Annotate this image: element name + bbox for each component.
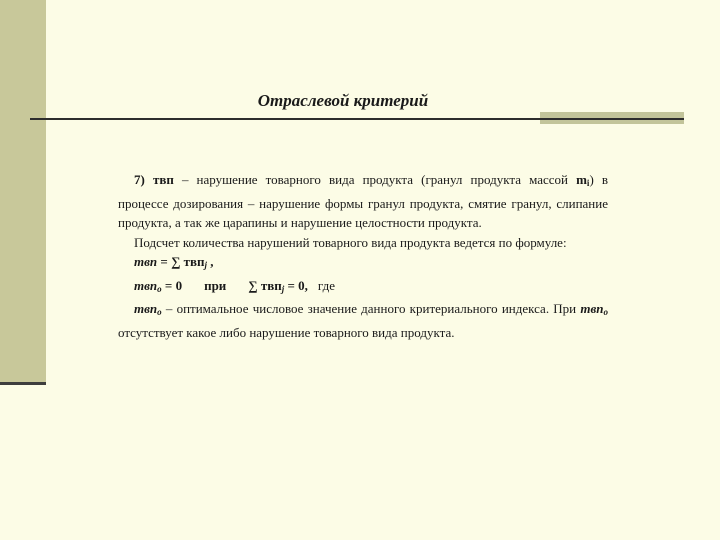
formula2-eq: = 0 [161, 277, 183, 293]
mass-subscript: i [586, 178, 590, 188]
formula2-where: где [317, 277, 335, 293]
formula1-term: твп [183, 254, 205, 269]
definition-text-a: – оптимальное числовое значение данного критериального индекса. При [161, 301, 581, 316]
item-abbr: твп [152, 172, 174, 187]
definition-paragraph [118, 299, 608, 342]
formula2-lhs: твп [134, 277, 158, 293]
slide-body [118, 170, 608, 342]
definition-term2-sub: о [603, 307, 608, 317]
item-number: 7) [134, 172, 145, 187]
mass-symbol: m [576, 172, 587, 187]
count-paragraph: Подсчет количества нарушений товарного вида продукта ведется по формуле: [134, 234, 567, 250]
item-text-a: – нарушение товарного вида продукта (гранул продукта массой [173, 172, 577, 187]
left-accent-bar [0, 0, 46, 382]
definition-term-sub: о [157, 307, 162, 317]
formula1-term-sub: j [204, 260, 208, 270]
title-rule [30, 118, 540, 120]
formula-optimal [118, 276, 608, 300]
formula1-eq: = ∑ [157, 254, 184, 269]
formula2-when: при [204, 277, 227, 293]
formula2-sum-sub: j [281, 283, 285, 294]
definition-text-b: отсутствует какое либо нарушение товарного вида продукта. [118, 324, 455, 340]
definition-term2: твп [580, 301, 604, 316]
formula1-lhs: твп [134, 254, 158, 269]
formula1-tail: , [207, 254, 214, 269]
formula2-rhs: = 0, [284, 277, 308, 293]
definition-term: твп [134, 301, 158, 316]
left-accent-underline [0, 382, 46, 385]
criterion-paragraph [118, 170, 608, 233]
formula-total [118, 252, 608, 276]
title-rule-right [540, 118, 684, 120]
formula2-sum: ∑ твп [248, 277, 282, 293]
item-text-b: ) в процессе дозирования – нарушение формы гранул продукта, смятие гранул, слипание продукта, а так же царапины и нарушение целостности продукта. [118, 172, 609, 230]
formula2-lhs-sub: о [157, 283, 162, 294]
slide-title: Отраслевой критерий [257, 91, 429, 110]
